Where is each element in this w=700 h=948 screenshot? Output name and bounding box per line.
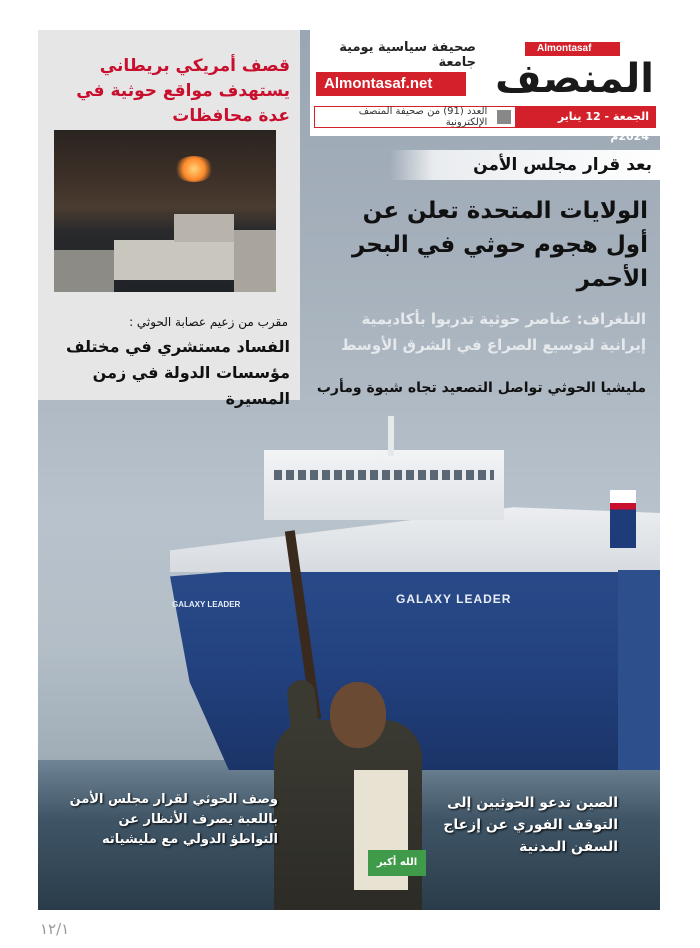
issue-square-icon	[497, 110, 510, 124]
building	[54, 250, 114, 292]
issue-date: الجمعة - 12 يناير 2024م	[515, 107, 655, 127]
china-caption[interactable]: الصين تدعو الحوثيين إلى التوقف الفوري عن إزعاج السفن المدنية	[443, 795, 618, 855]
front-page	[38, 30, 660, 910]
ship-stern	[618, 570, 660, 770]
tagline: صحيفة سياسية يومية جامعة	[339, 40, 476, 70]
ship-funnel	[610, 490, 636, 548]
building	[114, 240, 234, 280]
logo-arabic-wordmark: المنصف	[495, 56, 654, 102]
building	[174, 214, 234, 242]
logo-latin-text: Almontasaf	[537, 43, 592, 54]
ship-name-side: GALAXY LEADER	[396, 592, 512, 606]
page-number: ١٢/١	[40, 920, 70, 938]
strike-headline[interactable]: قصف أمريكي بريطاني يستهدف مواقع حوثية في عدة محافظات	[76, 56, 290, 126]
building	[234, 230, 276, 292]
logo[interactable]	[460, 34, 660, 100]
security-council-caption[interactable]: وصف الحوثي لقرار مجلس الأمن باللعبة يصرف الأنظار عن التواطؤ الدولي مع مليشياته	[69, 792, 278, 847]
ship-name-bow: GALAXY LEADER	[172, 600, 241, 609]
dateline	[314, 106, 656, 143]
night-strike-photo	[54, 130, 276, 292]
corruption-headline[interactable]: الفساد مستشري في مختلف مؤسسات الدولة في زمن المسيرة	[65, 337, 290, 408]
lead-headline[interactable]: الولايات المتحدة تعلن عن أول هجوم حوثي في البحر الأحمر	[352, 198, 648, 292]
website-url[interactable]: Almontasaf.net	[316, 72, 466, 96]
ship-bridge	[264, 450, 504, 520]
ship-bridge-windows	[274, 470, 494, 480]
lead-kicker: بعد قرار مجلس الأمن	[390, 150, 660, 180]
fighter-head	[330, 682, 386, 748]
explosion-glow	[174, 156, 214, 182]
escalation-subheadline[interactable]: مليشيا الحوثي تواصل التصعيد تجاه شبوة ومأرب	[316, 380, 646, 396]
ship-mast	[388, 416, 394, 456]
telegraph-subheadline[interactable]: التلغراف: عناصر حوثية تدربوا بأكاديمية إيرانية لتوسيع الصراع في الشرق الأوسط	[341, 310, 646, 354]
issue-number: العدد (91) من صحيفة المنصف الإلكترونية	[358, 106, 488, 128]
logo-latin-bar	[525, 42, 620, 56]
masthead	[310, 30, 660, 143]
corruption-kicker: مقرب من زعيم عصابة الحوثي :	[129, 315, 288, 329]
top-news-box	[38, 30, 300, 408]
slogan-badge: الله أكبر	[368, 850, 426, 876]
